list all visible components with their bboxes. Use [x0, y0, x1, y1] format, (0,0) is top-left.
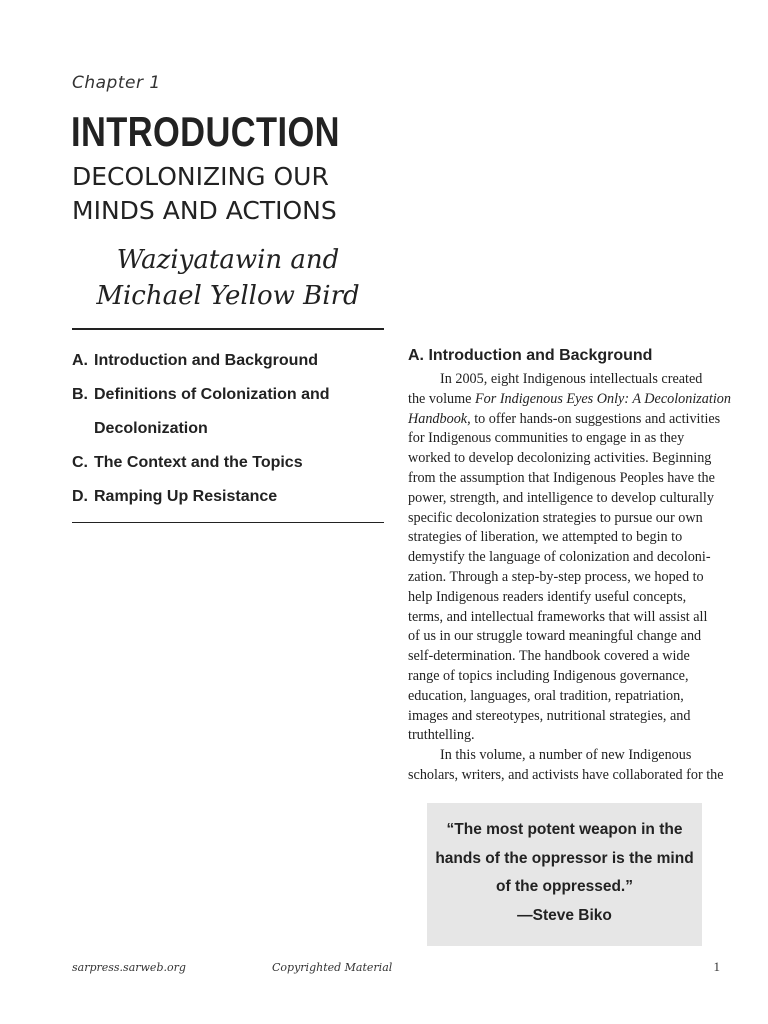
chapter-subtitle	[72, 160, 392, 228]
subtitle-line: MINDS AND ACTIONS	[72, 196, 337, 225]
body-line: for Indigenous communities to engage in as they	[408, 430, 685, 447]
body-line: terms, and intellectual frameworks that will assist all	[408, 608, 708, 625]
toc-item[interactable]	[72, 344, 384, 378]
toc-item[interactable]	[72, 480, 384, 514]
body-line: strategies of liberation, we attempted to begin to	[408, 529, 683, 546]
body-line: specific decolonization strategies to pursue our own	[408, 509, 703, 526]
chapter-label: Chapter 1	[72, 73, 161, 93]
quote-attribution: —Steve Biko	[517, 906, 612, 924]
body-text-span: the volume	[408, 390, 475, 407]
toc-bottom-divider	[72, 522, 384, 523]
body-line: images and stereotypes, nutritional strategies, and	[408, 707, 691, 724]
page-number: 1	[713, 959, 720, 974]
book-title: Handbook	[408, 410, 468, 427]
body-line: power, strength, and intelligence to develop culturally	[408, 489, 714, 506]
footer-copyright-notice: Copyrighted Material	[272, 961, 393, 974]
body-line: demystify the language of colonization and decoloni-	[408, 549, 711, 566]
toc-letter: D.	[72, 488, 88, 505]
toc-text: Definitions of Colonization and	[94, 386, 330, 403]
book-title: For Indigenous Eyes Only: A Decolonization	[474, 390, 731, 407]
body-line: In this volume, a number of new Indigenous	[440, 747, 692, 764]
quote-line: hands of the oppressor is the mind	[435, 849, 694, 867]
quote-line: of the oppressed.”	[496, 878, 633, 895]
toc-text: The Context and the Topics	[94, 454, 303, 471]
body-line: zation. Through a step-by-step process, we hoped to	[408, 568, 704, 585]
body-text-span: , to offer hands-on suggestions and activities	[467, 410, 721, 427]
toc-text: Ramping Up Resistance	[94, 488, 278, 505]
section-heading: A. Introduction and Background	[408, 347, 653, 364]
body-line: of us in our struggle toward meaningful change and	[408, 628, 702, 645]
toc-item[interactable]	[72, 446, 384, 480]
toc-letter: B.	[72, 386, 88, 403]
body-line: from the assumption that Indigenous Peoples have the	[408, 469, 715, 486]
toc-text: Introduction and Background	[94, 352, 318, 369]
body-line	[408, 390, 731, 410]
body-line: scholars, writers, and activists have collaborated for the	[408, 766, 724, 783]
toc-letter: C.	[72, 454, 88, 471]
chapter-authors	[72, 242, 384, 314]
toc-text: Decolonization	[94, 420, 208, 437]
subtitle-line: DECOLONIZING OUR	[72, 162, 329, 191]
toc-letter: A.	[72, 352, 88, 369]
body-line: help Indigenous readers identify useful concepts,	[408, 588, 687, 605]
chapter-title: INTRODUCTION	[71, 108, 340, 155]
chapter-contents	[72, 344, 384, 514]
author-line: Michael Yellow Bird	[96, 281, 360, 311]
body-line: education, languages, oral tradition, repatriation,	[408, 687, 684, 704]
toc-item[interactable]	[72, 378, 384, 412]
toc-top-divider	[72, 328, 384, 330]
author-line: Waziyatawin and	[116, 245, 340, 275]
body-text	[408, 370, 731, 786]
pull-quote	[427, 803, 702, 946]
body-line: worked to develop decolonizing activities. Beginning	[408, 450, 712, 467]
body-line: range of topics including Indigenous governance,	[408, 667, 689, 684]
body-line: self-determination. The handbook covered a wide	[408, 648, 690, 665]
quote-line: “The most potent weapon in the	[446, 821, 683, 838]
body-line: In 2005, eight Indigenous intellectuals created	[440, 371, 703, 387]
toc-letter	[72, 412, 94, 446]
body-line: truthtelling.	[408, 727, 475, 744]
toc-item[interactable]	[72, 412, 384, 446]
footer-website: sarpress.sarweb.org	[72, 961, 186, 974]
body-line	[408, 410, 720, 430]
